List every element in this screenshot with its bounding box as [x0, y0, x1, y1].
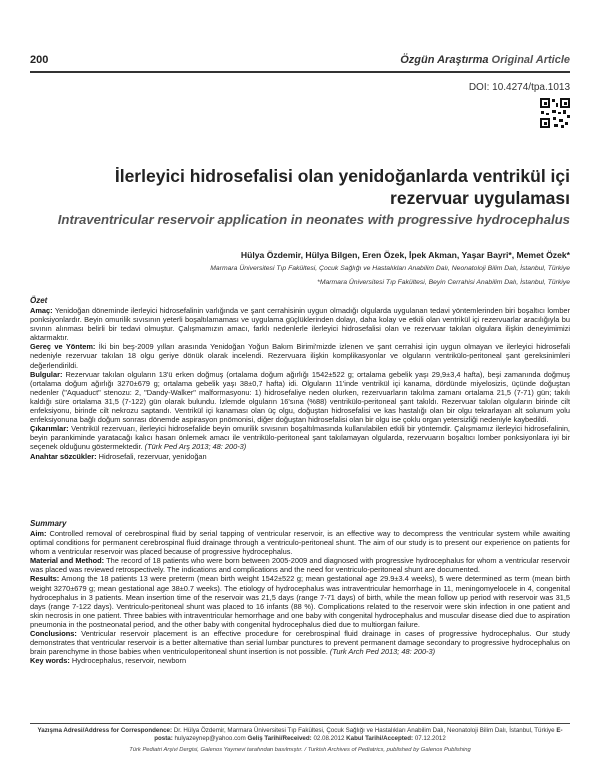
summary-aim: [30, 529, 570, 556]
amac-label: Amaç:: [30, 306, 53, 315]
bulgular-text: Rezervuar takılan olguların 13'ü erken doğmuş (ortalama doğum ağırlığı 1542±522 g; ortalama gebelik yaşı 29,9±3,4 hafta), beşi zamanında doğmuş (ortalama doğum ağırlığı 3270±679 g; ortalama gebelik yaşı 38±0,7 hafta) idi. Olguların 11'inde ventrikül içi kanama, dördünde miyelosizis, üçünde doğuştan nedenler ("Aquaduct" stenozu: 2, "Dandy-Walker" malformasyonu: 1) hidrosefaliye neden olurken, rezervuarların takılma zamanı ortalama 21,5 (7-71) gün; takılı kaldığı süre ortalama 31,5 (7-122) gün olarak bulundu. İzlemde olguların 16'sına (%88) ventrikülo-peritoneal şant takıldı. Rezervuar takılan olguların birinde cilt enfeksiyonu, birinde cilt nekrozu saptandı. Ventrikül içi kanaması olan üç olgu, doğuştan hidrosefalisi ve kas hastalığı olan bir olgu tekrarlayan alt solunum yolu enfeksiyonuna bağlı doğum sonrası dönemde aspirasyon pnömonisi, diğer doğuştan hidrosefalisi olan bir olgu ise çoklu organ yetersizliği nedeniyle kaybedildi.: [30, 369, 570, 425]
page-number: 200: [30, 54, 49, 66]
cikarimlar-label: Çıkarımlar:: [30, 424, 69, 434]
summary-conclusions: [30, 629, 570, 656]
accepted-date: 07.12.2012: [414, 735, 446, 743]
ozet-amac: [30, 306, 570, 342]
received-date: 02.08.2012: [313, 735, 345, 743]
article-title-tr: İlerleyici hidrosefalisi olan yenidoğanlarda ventrikül içi rezervuar uygulaması: [114, 166, 570, 208]
material-label: Material and Method:: [30, 556, 105, 566]
summary-material: [30, 556, 570, 574]
bulgular-label: Bulgular:: [30, 369, 63, 379]
footer-rule: [30, 723, 570, 724]
running-header: [400, 54, 570, 66]
section-label-en: Original Article: [491, 54, 570, 66]
affiliation-1: Marmara Üniversitesi Tıp Fakültesi, Çocuk Sağlığı ve Hastalıkları Anabilim Dalı, Neonatoloji Bilim Dalı, İstanbul, Türkiye: [210, 265, 570, 272]
article-title-en: Intraventricular reservoir application in neonates with progressive hydrocephalus: [57, 212, 570, 227]
conclusions-label: Conclusions:: [30, 629, 77, 639]
authors: Hülya Özdemir, Hülya Bilgen, Eren Özek, İpek Akman, Yaşar Bayri*, Memet Özek*: [240, 250, 570, 260]
received-label: Geliş Tarihi/Received:: [247, 735, 312, 743]
ozet-abstract: [30, 306, 570, 461]
ozet-cikarimlar: [30, 424, 570, 451]
gerec-text: İki bin beş-2009 yılları arasında Yenidoğan Yoğun Bakım Birimi'mizde izlenen ve şant cerrahisi için uygun olmayan ve ilerleyici hidrosefali nedeniyle rezervuar takılan 18 olgu geriye dönük olarak incelendi. Rezervuara ilişkin komplikasyonlar ve olguların ventrikülo-peritoneal şant gereksinimleri değerlendirildi.: [30, 342, 570, 370]
conclusions-text: Ventricular reservoir placement is an effective procedure for cerebrospinal fluid drainage in cases of progressive hydrocephalus. Our study demonstrates that ventricular reservoir is a better alternative than serial lumbar punctures to prevent permanent damage secondary to progressive hydrocephalus on brain parenchyme in those babies when ventriculoperitoneal shunt insertion is not possible.: [30, 629, 570, 657]
gerec-label: Gereç ve Yöntem:: [30, 342, 96, 352]
ozet-bulgular: [30, 370, 570, 425]
header-rule: [30, 71, 570, 73]
keywords-label-tr: Anahtar sözcükler:: [30, 451, 97, 461]
material-text: The record of 18 patients who were born between 2005-2009 and diagnosed with progressive hydrocephalus for whom a ventricular reservoir was placed was reviewed retrospectively. The indications and complications and the need for ventriculo-peritoneal shunt are documented.: [30, 556, 570, 575]
qr-code-icon: [540, 98, 570, 128]
results-label: Results:: [30, 574, 60, 584]
correspondence-label: Yazışma Adresi/Address for Correspondence:: [37, 727, 173, 734]
keywords-en: Hydrocephalus, reservoir, newborn: [71, 656, 187, 666]
ozet-keywords: [30, 452, 570, 461]
summary-abstract: [30, 529, 570, 665]
summary-citation: (Turk Arch Ped 2013; 48: 200-3): [329, 647, 436, 657]
email-label: E-posta:: [154, 727, 563, 743]
ozet-citation: (Türk Ped Arş 2013; 48: 200-3): [144, 442, 247, 452]
publisher-footer: Türk Pediatri Arşivi Dergisi, Galenos Yayınevi tarafından basılmıştır. / Turkish Archives of Pediatrics, published by Galenos Publishing: [129, 747, 471, 753]
ozet-gerec: [30, 342, 570, 369]
summary-keywords: [30, 656, 570, 665]
doi: DOI: 10.4274/tpa.1013: [468, 82, 570, 93]
correspondence-text: Dr. Hülya Özdemir, Marmara Üniversitesi Tıp Fakültesi, Çocuk Sağlığı ve Hastalıkları Anabilim Dalı, Neonatoloji Bilim Dalı, İstanbul, Türkiye: [173, 727, 555, 734]
section-label-tr: Özgün Araştırma: [400, 54, 489, 66]
summary-heading: Summary: [30, 519, 67, 528]
aim-label: Aim:: [30, 529, 47, 538]
summary-results: [30, 574, 570, 629]
ozet-heading: Özet: [30, 296, 48, 305]
keywords-label-en: Key words:: [30, 656, 70, 666]
cikarimlar-text: Ventrikül rezervuarı, ilerleyici hidrosefalide beyin omurilik sıvısının boşaltılmasında kullanılabilen etkili bir yöntemdir. Çalışmamız ilerleyici hidrosefalinin, beyin parankiminde yaratacağı kalıcı hasarı önlemek amacı ile ventrikülo-peritoneal şant takılamayan olgularda, rezervuarın boşaltıcı lomber ponksiyonlara iyi bir seçenek olduğunu göstermektedir.: [30, 424, 570, 452]
aim-text: Controlled removal of cerebrospinal fluid by serial tapping of ventricular reservoir, is an effective way to decompress the ventricular system while awaiting optimal conditions for permanent cerebrospinal fluid drainage through a ventriculo-peritoneal shunt. The aim of our study is to present our experience on patients for whom a ventricular reservoir was placed because of progressive hydrocephalus.: [30, 529, 570, 557]
amac-text: Yenidoğan döneminde ilerleyici hidrosefalinin varlığında ve şant cerrahisinin uygun olmadığı olgularda uygulanan tedavi yöntemlerinden biri boşaltıcı lomber ponksiyonlardır. Beyin omurilik sıvısının yeterli boşaltılamaması ve uygulama güçlüklerinden dolayı, daha kolay ve etkili olan ventrikül içi rezervuarlar aracılığıyla bu sıvının alınması belirli bir tedavi olmuştur. Çalışmamızın amacı, farklı nedenlerle ilerleyici hidrosefalisi olan ve rezervuar takılan olgulara ilişkin deneyimimizi aktarmaktır.: [30, 306, 570, 343]
keywords-tr: Hidrosefali, rezervuar, yenidoğan: [98, 451, 207, 461]
affiliation-2: *Marmara Üniversitesi Tıp Fakültesi, Beyin Cerrahisi Anabilim Dalı, İstanbul, Türkiye: [317, 279, 570, 286]
email-link[interactable]: hulyazeynep@yahoo.com: [174, 735, 246, 743]
accepted-label: Kabul Tarihi/Accepted:: [346, 735, 414, 743]
correspondence: [30, 727, 570, 743]
results-text: Among the 18 patients 13 were preterm (mean birth weight 1542±522 g; mean gestational age 29.9±3.4 weeks), 5 were determined as term (mean birth weight 3270±679 g; mean gestational age 38±0.7 weeks). The etiology of hydrocephalus was intraventricular hemorrhage in 11, meningomyelocele in 4, congenital hydrocephalus in 3 patients. Mean insertion time of the reservoir was 21,5 days (range 7-71 days) of birth, while the mean follow up period with reservoir was 31,5 days (range 7-122 days). Ventriculo-peritoneal shunt was placed to 16 infants (88 %). Complications related to the reservoir were skin infection in one patient and skin necrosis in one patient. Three babies with intraventricular hemorrhage and one baby with congenital hydrocephalus and muscular disease died due to aspiration pneumonia in the postneonatal period, and the other baby with congenital hydrocephalus died due to multiorgan failure.: [30, 574, 570, 629]
